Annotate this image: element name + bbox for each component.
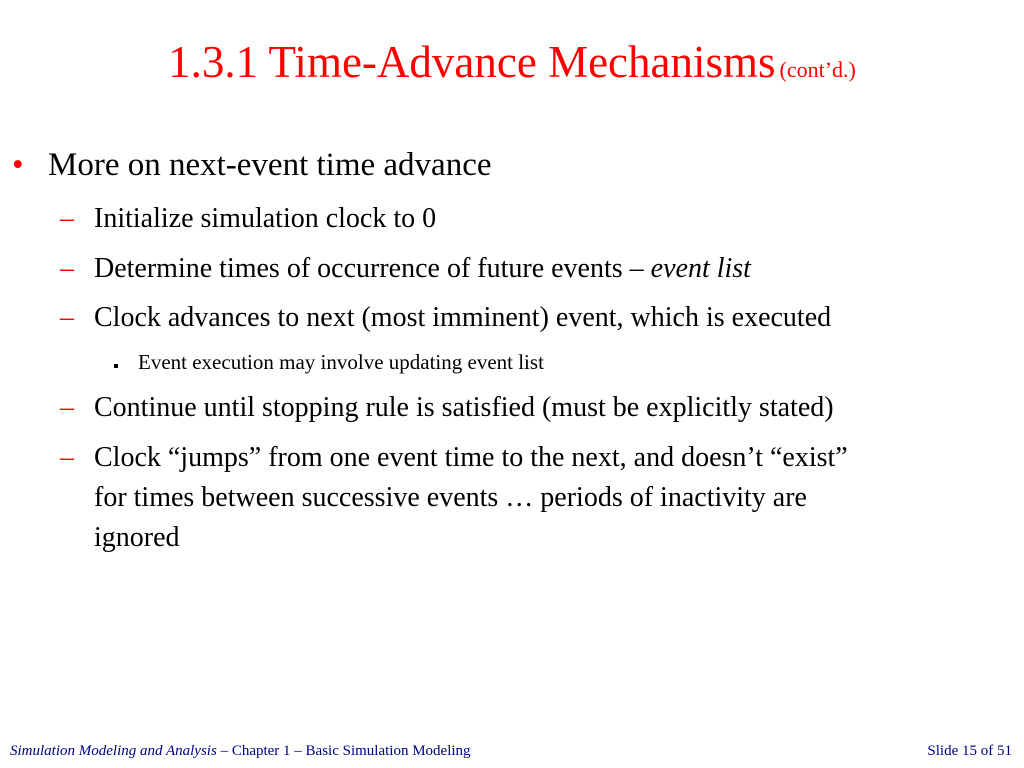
sub-bullet-4-text: Continue until stopping rule is satisfied (must be explicitly stated) bbox=[94, 392, 834, 423]
sub-bullet-5-line-2: for times between successive events … periods of inactivity are bbox=[94, 482, 807, 513]
bullet-marker: • bbox=[12, 147, 24, 183]
title-main-text: 1.3.1 Time-Advance Mechanisms bbox=[168, 37, 776, 87]
slide-footer bbox=[0, 743, 1024, 767]
bullet-main-text: More on next-event time advance bbox=[48, 147, 492, 183]
sub-bullet-2-text: Determine times of occurrence of future events – bbox=[94, 253, 651, 284]
sub-bullet-5-line-1: Clock “jumps” from one event time to the next, and doesn’t “exist” bbox=[94, 442, 848, 473]
slide-number: Slide 15 of 51 bbox=[927, 743, 1012, 759]
dash-marker: – bbox=[60, 253, 74, 284]
dash-marker: – bbox=[60, 203, 74, 234]
dash-marker: – bbox=[60, 392, 74, 423]
sub-bullet-3-text: Clock advances to next (most imminent) event, which is executed bbox=[94, 302, 832, 333]
title-suffix-text: (cont’d.) bbox=[779, 57, 856, 82]
sub-bullet-2 bbox=[94, 253, 751, 285]
sub-sub-bullet-text: Event execution may involve updating event list bbox=[138, 350, 544, 374]
footer-chapter: – Chapter 1 – Basic Simulation Modeling bbox=[216, 743, 471, 759]
footer-source bbox=[10, 743, 471, 760]
event-list-emphasis: event list bbox=[650, 253, 751, 284]
sub-bullet-1-text: Initialize simulation clock to 0 bbox=[94, 203, 437, 234]
dash-marker: – bbox=[60, 302, 74, 333]
footer-book-title: Simulation Modeling and Analysis bbox=[10, 743, 217, 759]
square-bullet-marker bbox=[114, 364, 118, 368]
dash-marker: – bbox=[60, 442, 74, 473]
sub-bullet-5-line-3: ignored bbox=[94, 522, 180, 553]
